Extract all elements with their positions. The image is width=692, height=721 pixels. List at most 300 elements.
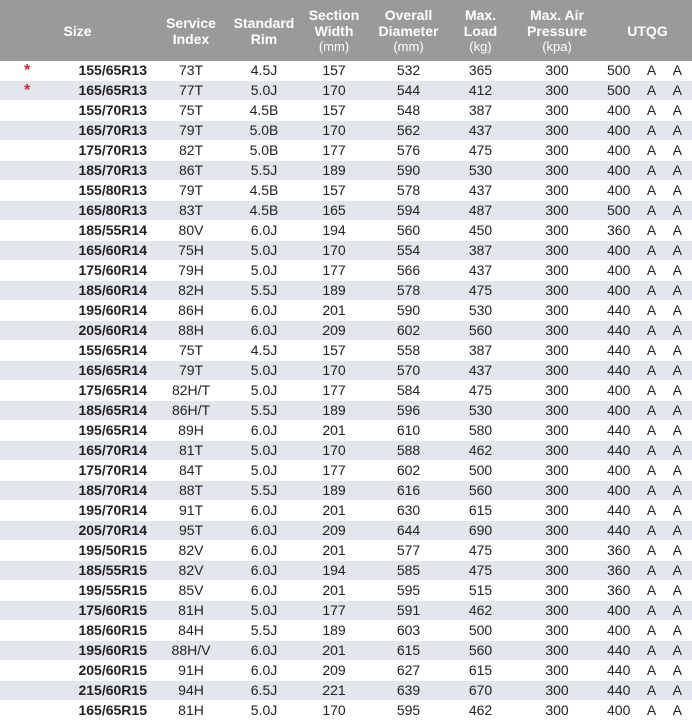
size-value: 205/70R14 <box>78 522 147 538</box>
section-width-cell: 201 <box>301 501 367 521</box>
service-index-cell: 75T <box>155 101 227 121</box>
utqg-treadwear: 400 <box>607 382 631 398</box>
utqg-values <box>603 301 692 320</box>
col-header-standard-rim: Standard Rim <box>227 0 301 61</box>
utqg-values <box>603 61 692 80</box>
overall-diameter-cell: 560 <box>367 221 450 241</box>
size-value: 185/70R13 <box>78 162 147 178</box>
max-air-pressure-cell: 300 <box>511 341 603 361</box>
utqg-traction: A <box>646 562 657 578</box>
utqg-temperature: A <box>672 162 682 178</box>
utqg-values <box>603 141 692 160</box>
utqg-values <box>603 81 692 100</box>
utqg-values <box>603 561 692 580</box>
max-load-cell: 437 <box>450 361 511 381</box>
service-index-cell: 95T <box>155 521 227 541</box>
utqg-traction: A <box>646 242 657 258</box>
standard-rim-cell: 6.0J <box>227 321 301 341</box>
utqg-temperature: A <box>672 562 682 578</box>
standard-rim-cell: 6.0J <box>227 221 301 241</box>
section-width-cell: 177 <box>301 381 367 401</box>
max-air-pressure-cell: 300 <box>511 301 603 321</box>
utqg-treadwear: 440 <box>607 522 631 538</box>
standard-rim-cell: 5.0J <box>227 361 301 381</box>
max-load-cell: 412 <box>450 81 511 101</box>
standard-rim-cell: 5.0B <box>227 121 301 141</box>
size-value: 195/55R15 <box>78 582 147 598</box>
utqg-temperature: A <box>672 182 682 198</box>
standard-rim-cell: 5.0J <box>227 601 301 621</box>
overall-diameter-cell: 532 <box>367 61 450 81</box>
size-value: 165/70R14 <box>78 442 147 458</box>
standard-rim-cell: 5.5J <box>227 161 301 181</box>
max-load-cell: 530 <box>450 301 511 321</box>
utqg-values <box>603 641 692 660</box>
size-cell <box>0 381 155 401</box>
utqg-traction: A <box>646 122 657 138</box>
utqg-traction: A <box>646 182 657 198</box>
utqg-values <box>603 101 692 120</box>
utqg-traction: A <box>646 542 657 558</box>
table-row <box>0 561 692 581</box>
utqg-cell <box>603 441 692 461</box>
utqg-temperature: A <box>672 542 682 558</box>
service-index-cell: 86H/T <box>155 401 227 421</box>
utqg-treadwear: 400 <box>607 702 631 718</box>
service-index-cell: 91T <box>155 501 227 521</box>
max-air-pressure-cell: 300 <box>511 261 603 281</box>
standard-rim-cell: 6.0J <box>227 501 301 521</box>
size-cell <box>0 601 155 621</box>
table-row <box>0 301 692 321</box>
max-load-cell: 365 <box>450 61 511 81</box>
max-load-cell: 437 <box>450 121 511 141</box>
overall-diameter-cell: 570 <box>367 361 450 381</box>
utqg-values <box>603 161 692 180</box>
max-air-pressure-cell: 300 <box>511 441 603 461</box>
utqg-temperature: A <box>672 82 682 98</box>
section-width-cell: 170 <box>301 241 367 261</box>
utqg-cell <box>603 681 692 701</box>
utqg-temperature: A <box>672 522 682 538</box>
utqg-treadwear: 440 <box>607 682 631 698</box>
utqg-traction: A <box>646 262 657 278</box>
utqg-traction: A <box>646 582 657 598</box>
max-air-pressure-cell: 300 <box>511 621 603 641</box>
utqg-treadwear: 360 <box>607 562 631 578</box>
section-width-cell: 221 <box>301 681 367 701</box>
max-load-cell: 475 <box>450 541 511 561</box>
section-width-cell: 209 <box>301 521 367 541</box>
overall-diameter-cell: 602 <box>367 321 450 341</box>
utqg-values <box>603 461 692 480</box>
table-row <box>0 461 692 481</box>
max-air-pressure-cell: 300 <box>511 461 603 481</box>
service-index-cell: 79T <box>155 121 227 141</box>
utqg-treadwear: 440 <box>607 322 631 338</box>
overall-diameter-cell: 566 <box>367 261 450 281</box>
utqg-treadwear: 400 <box>607 602 631 618</box>
size-value: 205/60R14 <box>78 322 147 338</box>
size-value: 195/60R15 <box>78 642 147 658</box>
service-index-cell: 83T <box>155 201 227 221</box>
table-row <box>0 81 692 101</box>
max-load-cell: 475 <box>450 141 511 161</box>
utqg-cell <box>603 61 692 81</box>
max-air-pressure-cell: 300 <box>511 161 603 181</box>
max-air-pressure-cell: 300 <box>511 501 603 521</box>
utqg-temperature: A <box>672 422 682 438</box>
section-width-cell: 189 <box>301 621 367 641</box>
size-cell <box>0 461 155 481</box>
size-value: 165/60R14 <box>78 242 147 258</box>
overall-diameter-cell: 591 <box>367 601 450 621</box>
table-row <box>0 541 692 561</box>
utqg-treadwear: 440 <box>607 422 631 438</box>
max-load-cell: 387 <box>450 241 511 261</box>
section-width-cell: 201 <box>301 301 367 321</box>
max-air-pressure-cell: 300 <box>511 381 603 401</box>
service-index-cell: 89H <box>155 421 227 441</box>
section-width-cell: 157 <box>301 101 367 121</box>
utqg-cell <box>603 421 692 441</box>
utqg-treadwear: 360 <box>607 582 631 598</box>
utqg-temperature: A <box>672 62 682 78</box>
size-cell <box>0 201 155 221</box>
table-row <box>0 481 692 501</box>
utqg-values <box>603 681 692 700</box>
utqg-values <box>603 281 692 300</box>
overall-diameter-cell: 548 <box>367 101 450 121</box>
overall-diameter-cell: 630 <box>367 501 450 521</box>
max-load-cell: 690 <box>450 521 511 541</box>
utqg-cell <box>603 701 692 721</box>
service-index-cell: 86H <box>155 301 227 321</box>
utqg-cell <box>603 221 692 241</box>
service-index-cell: 77T <box>155 81 227 101</box>
utqg-cell <box>603 641 692 661</box>
max-load-cell: 560 <box>450 641 511 661</box>
size-value: 165/65R14 <box>78 362 147 378</box>
section-width-cell: 189 <box>301 161 367 181</box>
standard-rim-cell: 6.0J <box>227 561 301 581</box>
size-value: 195/65R14 <box>78 422 147 438</box>
utqg-cell <box>603 301 692 321</box>
service-index-cell: 81T <box>155 441 227 461</box>
size-cell <box>0 321 155 341</box>
section-width-cell: 209 <box>301 661 367 681</box>
utqg-cell <box>603 341 692 361</box>
utqg-traction: A <box>646 222 657 238</box>
utqg-traction: A <box>646 62 657 78</box>
size-cell <box>0 161 155 181</box>
utqg-cell <box>603 581 692 601</box>
utqg-values <box>603 181 692 200</box>
standard-rim-cell: 5.5J <box>227 281 301 301</box>
overall-diameter-cell: 554 <box>367 241 450 261</box>
section-width-cell: 157 <box>301 341 367 361</box>
max-load-cell: 515 <box>450 581 511 601</box>
max-load-cell: 670 <box>450 681 511 701</box>
max-air-pressure-cell: 300 <box>511 481 603 501</box>
max-air-pressure-cell: 300 <box>511 321 603 341</box>
col-header-overall-diameter: Overall Diameter (mm) <box>367 0 450 61</box>
size-value: 165/80R13 <box>78 202 147 218</box>
header-row <box>0 0 692 61</box>
service-index-cell: 81H <box>155 701 227 721</box>
utqg-temperature: A <box>672 402 682 418</box>
service-index-cell: 75H <box>155 241 227 261</box>
size-cell <box>0 101 155 121</box>
size-value: 155/70R13 <box>78 102 147 118</box>
table-row <box>0 181 692 201</box>
utqg-temperature: A <box>672 142 682 158</box>
service-index-cell: 91H <box>155 661 227 681</box>
max-load-cell: 450 <box>450 221 511 241</box>
utqg-treadwear: 360 <box>607 542 631 558</box>
standard-rim-cell: 6.0J <box>227 301 301 321</box>
utqg-cell <box>603 561 692 581</box>
size-cell <box>0 541 155 561</box>
utqg-temperature: A <box>672 622 682 638</box>
standard-rim-cell: 6.5J <box>227 681 301 701</box>
utqg-values <box>603 421 692 440</box>
size-cell <box>0 261 155 281</box>
overall-diameter-cell: 615 <box>367 641 450 661</box>
utqg-treadwear: 400 <box>607 282 631 298</box>
service-index-cell: 84H <box>155 621 227 641</box>
utqg-cell <box>603 661 692 681</box>
max-air-pressure-cell: 300 <box>511 81 603 101</box>
size-cell <box>0 501 155 521</box>
service-index-cell: 88T <box>155 481 227 501</box>
section-width-cell: 157 <box>301 61 367 81</box>
section-width-cell: 177 <box>301 141 367 161</box>
utqg-values <box>603 621 692 640</box>
utqg-cell <box>603 481 692 501</box>
size-cell <box>0 561 155 581</box>
utqg-traction: A <box>646 202 657 218</box>
utqg-cell <box>603 541 692 561</box>
utqg-values <box>603 481 692 500</box>
utqg-treadwear: 400 <box>607 162 631 178</box>
max-air-pressure-cell: 300 <box>511 541 603 561</box>
overall-diameter-cell: 644 <box>367 521 450 541</box>
utqg-temperature: A <box>672 102 682 118</box>
utqg-cell <box>603 101 692 121</box>
overall-diameter-cell: 590 <box>367 301 450 321</box>
size-cell <box>0 481 155 501</box>
utqg-values <box>603 661 692 680</box>
max-load-cell: 387 <box>450 341 511 361</box>
utqg-traction: A <box>646 462 657 478</box>
section-width-cell: 201 <box>301 581 367 601</box>
standard-rim-cell: 6.0J <box>227 581 301 601</box>
size-value: 175/65R14 <box>78 382 147 398</box>
max-air-pressure-cell: 300 <box>511 421 603 441</box>
table-row <box>0 201 692 221</box>
service-index-cell: 82T <box>155 141 227 161</box>
utqg-treadwear: 400 <box>607 262 631 278</box>
size-cell <box>0 341 155 361</box>
utqg-traction: A <box>646 282 657 298</box>
max-load-cell: 560 <box>450 481 511 501</box>
section-width-cell: 170 <box>301 441 367 461</box>
asterisk-marker: * <box>24 82 31 99</box>
table-row <box>0 641 692 661</box>
max-load-cell: 475 <box>450 281 511 301</box>
max-air-pressure-cell: 300 <box>511 581 603 601</box>
utqg-traction: A <box>646 442 657 458</box>
utqg-values <box>603 441 692 460</box>
utqg-temperature: A <box>672 202 682 218</box>
size-value: 165/65R13 <box>78 82 147 98</box>
standard-rim-cell: 4.5J <box>227 341 301 361</box>
max-load-cell: 462 <box>450 441 511 461</box>
utqg-treadwear: 500 <box>607 82 631 98</box>
utqg-values <box>603 241 692 260</box>
table-row <box>0 281 692 301</box>
table-row <box>0 141 692 161</box>
table-row <box>0 581 692 601</box>
utqg-traction: A <box>646 682 657 698</box>
utqg-traction: A <box>646 702 657 718</box>
utqg-values <box>603 261 692 280</box>
standard-rim-cell: 5.0J <box>227 261 301 281</box>
table-row <box>0 341 692 361</box>
section-width-cell: 170 <box>301 361 367 381</box>
utqg-treadwear: 400 <box>607 482 631 498</box>
standard-rim-cell: 5.0J <box>227 461 301 481</box>
size-value: 175/70R14 <box>78 462 147 478</box>
utqg-treadwear: 400 <box>607 102 631 118</box>
table-row <box>0 361 692 381</box>
overall-diameter-cell: 578 <box>367 181 450 201</box>
max-load-cell: 530 <box>450 161 511 181</box>
utqg-temperature: A <box>672 282 682 298</box>
overall-diameter-cell: 544 <box>367 81 450 101</box>
section-width-cell: 194 <box>301 561 367 581</box>
max-air-pressure-cell: 300 <box>511 561 603 581</box>
table-row <box>0 681 692 701</box>
col-header-utqg: UTQG <box>603 0 692 61</box>
overall-diameter-cell: 577 <box>367 541 450 561</box>
standard-rim-cell: 5.5J <box>227 621 301 641</box>
section-width-cell: 189 <box>301 401 367 421</box>
section-width-cell: 177 <box>301 601 367 621</box>
utqg-treadwear: 440 <box>607 342 631 358</box>
section-width-cell: 157 <box>301 181 367 201</box>
table-row <box>0 521 692 541</box>
utqg-treadwear: 400 <box>607 622 631 638</box>
utqg-temperature: A <box>672 702 682 718</box>
utqg-values <box>603 201 692 220</box>
utqg-temperature: A <box>672 642 682 658</box>
max-load-cell: 580 <box>450 421 511 441</box>
service-index-cell: 82H <box>155 281 227 301</box>
table-row <box>0 401 692 421</box>
standard-rim-cell: 6.0J <box>227 521 301 541</box>
utqg-treadwear: 440 <box>607 362 631 378</box>
size-cell <box>0 441 155 461</box>
standard-rim-cell: 5.0J <box>227 701 301 721</box>
utqg-temperature: A <box>672 322 682 338</box>
size-cell <box>0 621 155 641</box>
utqg-temperature: A <box>672 602 682 618</box>
size-cell <box>0 181 155 201</box>
utqg-values <box>603 221 692 240</box>
size-value: 175/70R13 <box>78 142 147 158</box>
service-index-cell: 75T <box>155 341 227 361</box>
overall-diameter-cell: 558 <box>367 341 450 361</box>
section-width-cell: 189 <box>301 281 367 301</box>
standard-rim-cell: 4.5B <box>227 101 301 121</box>
utqg-traction: A <box>646 102 657 118</box>
service-index-cell: 82V <box>155 561 227 581</box>
overall-diameter-cell: 584 <box>367 381 450 401</box>
overall-diameter-cell: 595 <box>367 581 450 601</box>
table-row <box>0 321 692 341</box>
utqg-temperature: A <box>672 682 682 698</box>
standard-rim-cell: 6.0J <box>227 661 301 681</box>
service-index-cell: 94H <box>155 681 227 701</box>
standard-rim-cell: 5.5J <box>227 481 301 501</box>
col-header-max-load: Max. Load (kg) <box>450 0 511 61</box>
max-air-pressure-cell: 300 <box>511 201 603 221</box>
utqg-cell <box>603 141 692 161</box>
max-load-cell: 475 <box>450 561 511 581</box>
utqg-values <box>603 321 692 340</box>
size-value: 175/60R14 <box>78 262 147 278</box>
max-load-cell: 387 <box>450 101 511 121</box>
size-value: 155/80R13 <box>78 182 147 198</box>
utqg-traction: A <box>646 402 657 418</box>
utqg-traction: A <box>646 662 657 678</box>
table-row <box>0 701 692 721</box>
section-width-cell: 177 <box>301 461 367 481</box>
utqg-cell <box>603 461 692 481</box>
utqg-cell <box>603 361 692 381</box>
utqg-cell <box>603 521 692 541</box>
size-value: 185/55R14 <box>78 222 147 238</box>
utqg-traction: A <box>646 622 657 638</box>
utqg-traction: A <box>646 162 657 178</box>
max-load-cell: 462 <box>450 601 511 621</box>
utqg-traction: A <box>646 142 657 158</box>
size-cell <box>0 681 155 701</box>
utqg-cell <box>603 241 692 261</box>
overall-diameter-cell: 588 <box>367 441 450 461</box>
size-cell <box>0 401 155 421</box>
section-width-cell: 177 <box>301 261 367 281</box>
size-cell <box>0 581 155 601</box>
utqg-cell <box>603 261 692 281</box>
utqg-values <box>603 601 692 620</box>
section-width-cell: 170 <box>301 701 367 721</box>
size-value: 215/60R15 <box>78 682 147 698</box>
utqg-values <box>603 361 692 380</box>
standard-rim-cell: 5.0J <box>227 241 301 261</box>
size-cell <box>0 701 155 721</box>
table-row <box>0 261 692 281</box>
standard-rim-cell: 4.5B <box>227 201 301 221</box>
overall-diameter-cell: 585 <box>367 561 450 581</box>
max-air-pressure-cell: 300 <box>511 101 603 121</box>
utqg-temperature: A <box>672 342 682 358</box>
size-cell <box>0 61 155 81</box>
utqg-traction: A <box>646 302 657 318</box>
utqg-cell <box>603 201 692 221</box>
